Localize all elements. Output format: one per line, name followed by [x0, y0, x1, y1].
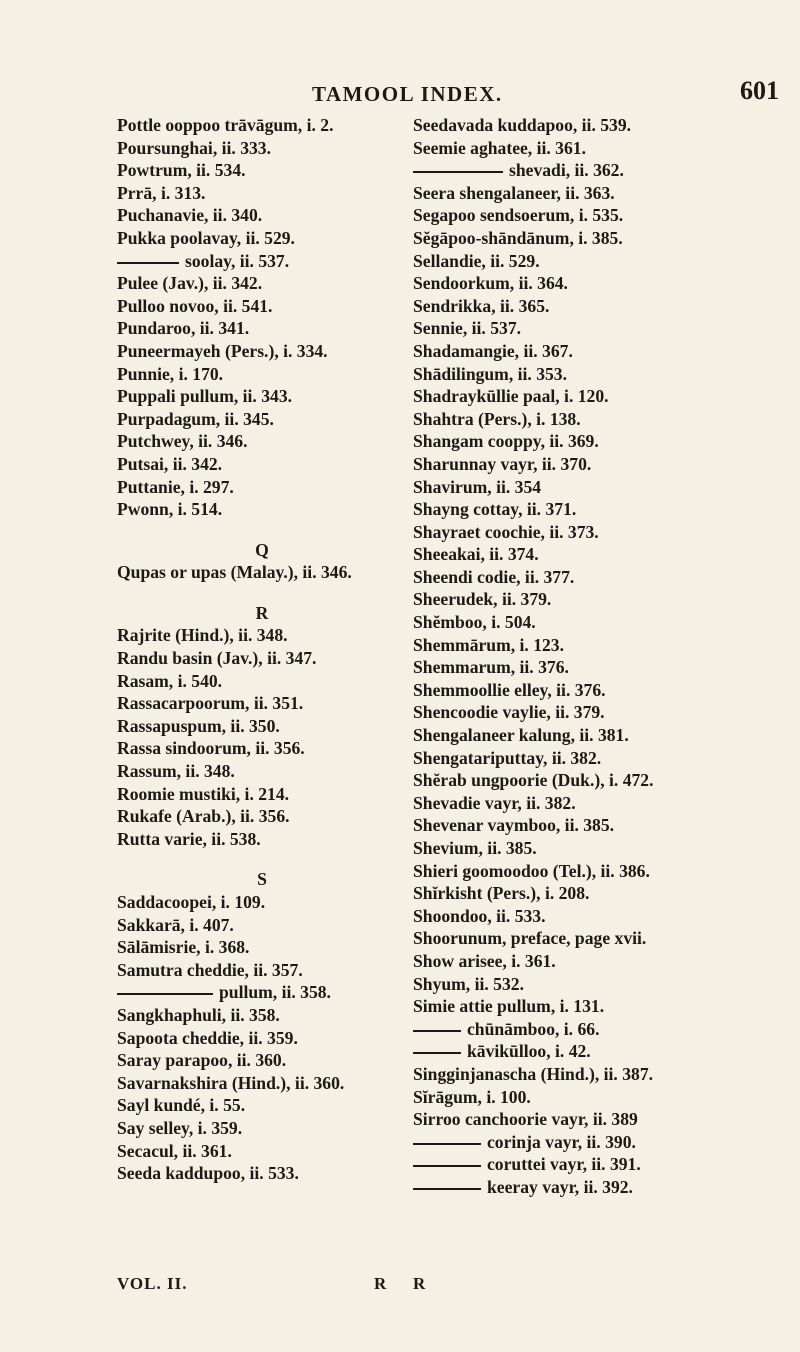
index-entry: Sirroo canchoorie vayr, ii. 389 [413, 1109, 638, 1130]
page-header [0, 76, 800, 108]
index-entry: Segapoo sendsoerum, i. 535. [413, 205, 624, 226]
index-entry: Puppali pullum, ii. 343. [117, 386, 293, 407]
index-entry: Seeda kaddupoo, ii. 533. [117, 1163, 299, 1184]
index-entry: Shemmoollie elley, ii. 376. [413, 679, 606, 700]
index-subentry [117, 981, 407, 1004]
index-entry: Shahtra (Pers.), i. 138. [413, 408, 581, 429]
index-entry: Rutta varie, ii. 538. [117, 828, 261, 849]
index-subentry [117, 250, 407, 273]
index-subentry-text: shevadi, ii. 362. [509, 160, 624, 181]
index-subentry [413, 1176, 703, 1199]
index-entry: Shoondoo, ii. 533. [413, 905, 546, 926]
index-entry: Roomie mustiki, i. 214. [117, 783, 290, 804]
index-column-right [413, 114, 703, 1199]
index-entry: Sĭrāgum, i. 100. [413, 1086, 531, 1107]
ditto-rule [413, 1188, 481, 1190]
index-entry: Sangkhaphuli, ii. 358. [117, 1004, 280, 1025]
index-entry: Say selley, i. 359. [117, 1117, 243, 1138]
signature-mark-left: R [374, 1274, 387, 1293]
index-entry: Sakkarā, i. 407. [117, 914, 234, 935]
section-letter: S [257, 869, 267, 890]
index-entry: Sennie, ii. 537. [413, 318, 522, 339]
section-gap [117, 850, 407, 868]
section-gap [117, 521, 407, 539]
index-entry: Sheerudek, ii. 379. [413, 589, 552, 610]
index-entry: Shangam cooppy, ii. 369. [413, 431, 599, 452]
index-entry: Seera shengalaneer, ii. 363. [413, 182, 615, 203]
index-entry: Punnie, i. 170. [117, 363, 224, 384]
index-entry: Shemmārum, i. 123. [413, 634, 565, 655]
index-entry: Shevadie vayr, ii. 382. [413, 792, 576, 813]
index-entry: Pundaroo, ii. 341. [117, 318, 250, 339]
index-entry: Shayng cottay, ii. 371. [413, 499, 577, 520]
index-subentry-text: pullum, ii. 358. [219, 982, 331, 1003]
index-entry: Puchanavie, ii. 340. [117, 205, 263, 226]
running-title: TAMOOL INDEX. [312, 82, 503, 106]
index-entry: Shādilingum, ii. 353. [413, 363, 567, 384]
index-entry: Shemmarum, ii. 376. [413, 657, 569, 678]
index-entry: Sellandie, ii. 529. [413, 250, 540, 271]
signature-mark-right: R [413, 1274, 426, 1293]
index-entry: Puttanie, i. 297. [117, 476, 234, 497]
index-entry: Powtrum, ii. 534. [117, 160, 246, 181]
index-entry: Prrā, i. 313. [117, 182, 206, 203]
index-entry: Shieri goomoodoo (Tel.), ii. 386. [413, 860, 650, 881]
ditto-rule [117, 262, 179, 264]
index-subentry-text: soolay, ii. 537. [185, 250, 290, 271]
index-entry: Shĭrkisht (Pers.), i. 208. [413, 883, 590, 904]
index-entry: Sendrikka, ii. 365. [413, 295, 550, 316]
index-entry: Sharunnay vayr, ii. 370. [413, 453, 592, 474]
index-entry: Shadraykūllie paal, i. 120. [413, 386, 609, 407]
index-entry: Rassa sindoorum, ii. 356. [117, 738, 305, 759]
index-entry: Putchwey, ii. 346. [117, 431, 248, 452]
page-number: 601 [740, 76, 779, 105]
index-entry: Shavirum, ii. 354 [413, 476, 542, 497]
index-subentry-text: kāvikūlloo, i. 42. [467, 1041, 591, 1062]
index-entry: Rassacarpoorum, ii. 351. [117, 693, 304, 714]
index-subentry [413, 1131, 703, 1154]
ditto-rule [413, 1143, 481, 1145]
index-entry: Sapoota cheddie, ii. 359. [117, 1027, 298, 1048]
volume-label: VOL. II. [117, 1274, 188, 1293]
index-subentry-text: keeray vayr, ii. 392. [487, 1176, 633, 1197]
index-entry: Shayraet coochie, ii. 373. [413, 521, 599, 542]
index-entry: Shengalaneer kalung, ii. 381. [413, 725, 629, 746]
section-letter: R [255, 602, 269, 623]
index-entry: Shencoodie vaylie, ii. 379. [413, 702, 605, 723]
index-entry: Putsai, ii. 342. [117, 453, 223, 474]
index-subentry-text: corinja vayr, ii. 390. [487, 1131, 636, 1152]
index-entry: Pulloo novoo, ii. 541. [117, 295, 273, 316]
index-subentry [413, 159, 703, 182]
index-entry: Rassapuspum, ii. 350. [117, 715, 280, 736]
section-letter: Q [255, 539, 269, 560]
index-entry: Pulee (Jav.), ii. 342. [117, 273, 263, 294]
index-entry: Rassum, ii. 348. [117, 761, 235, 782]
index-entry: Sheeakai, ii. 374. [413, 544, 539, 565]
index-entry: Pwonn, i. 514. [117, 499, 223, 520]
index-entry: Qupas or upas (Malay.), ii. 346. [117, 562, 352, 583]
index-entry: Shyum, ii. 532. [413, 973, 524, 994]
index-entry: Sayl kundé, i. 55. [117, 1095, 246, 1116]
ditto-rule [413, 1165, 481, 1167]
index-entry: Pukka poolavay, ii. 529. [117, 227, 295, 248]
index-entry: Show arisee, i. 361. [413, 950, 556, 971]
index-entry: Samutra cheddie, ii. 357. [117, 959, 303, 980]
index-subentry [413, 1153, 703, 1176]
index-entry: Rajrite (Hind.), ii. 348. [117, 625, 288, 646]
index-entry: Singginjanascha (Hind.), ii. 387. [413, 1063, 654, 1084]
index-entry: Shĕmboo, i. 504. [413, 612, 536, 633]
index-entry: Puneermayeh (Pers.), i. 334. [117, 340, 328, 361]
index-entry: Sendoorkum, ii. 364. [413, 273, 568, 294]
index-entry: Sĕgāpoo-shāndānum, i. 385. [413, 227, 623, 248]
index-entry: Purpadagum, ii. 345. [117, 408, 274, 429]
page-footer [0, 1274, 800, 1298]
index-entry: Sheendi codie, ii. 377. [413, 566, 575, 587]
index-entry: Secacul, ii. 361. [117, 1140, 232, 1161]
index-entry: Poursunghai, ii. 333. [117, 137, 271, 158]
index-subentry [413, 1018, 703, 1041]
index-entry: Saddacoopei, i. 109. [117, 892, 266, 912]
index-entry: Seedavada kuddapoo, ii. 539. [413, 115, 632, 135]
index-entry: Rukafe (Arab.), ii. 356. [117, 806, 290, 827]
index-subentry-text: chūnāmboo, i. 66. [467, 1018, 600, 1039]
index-entry: Shevium, ii. 385. [413, 838, 537, 858]
index-entry: Savarnakshira (Hind.), ii. 360. [117, 1072, 345, 1093]
index-subentry-text: coruttei vayr, ii. 391. [487, 1154, 641, 1175]
index-entry: Shoorunum, preface, page xvii. [413, 928, 647, 949]
index-entry: Shevenar vaymboo, ii. 385. [413, 815, 615, 836]
ditto-rule [117, 993, 213, 995]
index-entry: Shadamangie, ii. 367. [413, 340, 573, 361]
index-entry: Simie attie pullum, i. 131. [413, 996, 605, 1017]
index-entry: Shĕrab ungpoorie (Duk.), i. 472. [413, 770, 654, 791]
index-subentry [413, 1040, 703, 1063]
ditto-rule [413, 171, 503, 173]
index-column-left [117, 114, 407, 1185]
index-entry: Rasam, i. 540. [117, 670, 223, 691]
ditto-rule [413, 1052, 461, 1054]
index-entry: Seemie aghatee, ii. 361. [413, 137, 586, 158]
index-entry: Randu basin (Jav.), ii. 347. [117, 648, 317, 669]
index-entry: Saray parapoo, ii. 360. [117, 1050, 287, 1071]
section-gap [117, 584, 407, 602]
index-entry: Pottle ooppoo trāvāgum, i. 2. [117, 115, 334, 135]
index-entry: Shengatariputtay, ii. 382. [413, 747, 602, 768]
index-entry: Sālāmisrie, i. 368. [117, 937, 250, 958]
ditto-rule [413, 1030, 461, 1032]
